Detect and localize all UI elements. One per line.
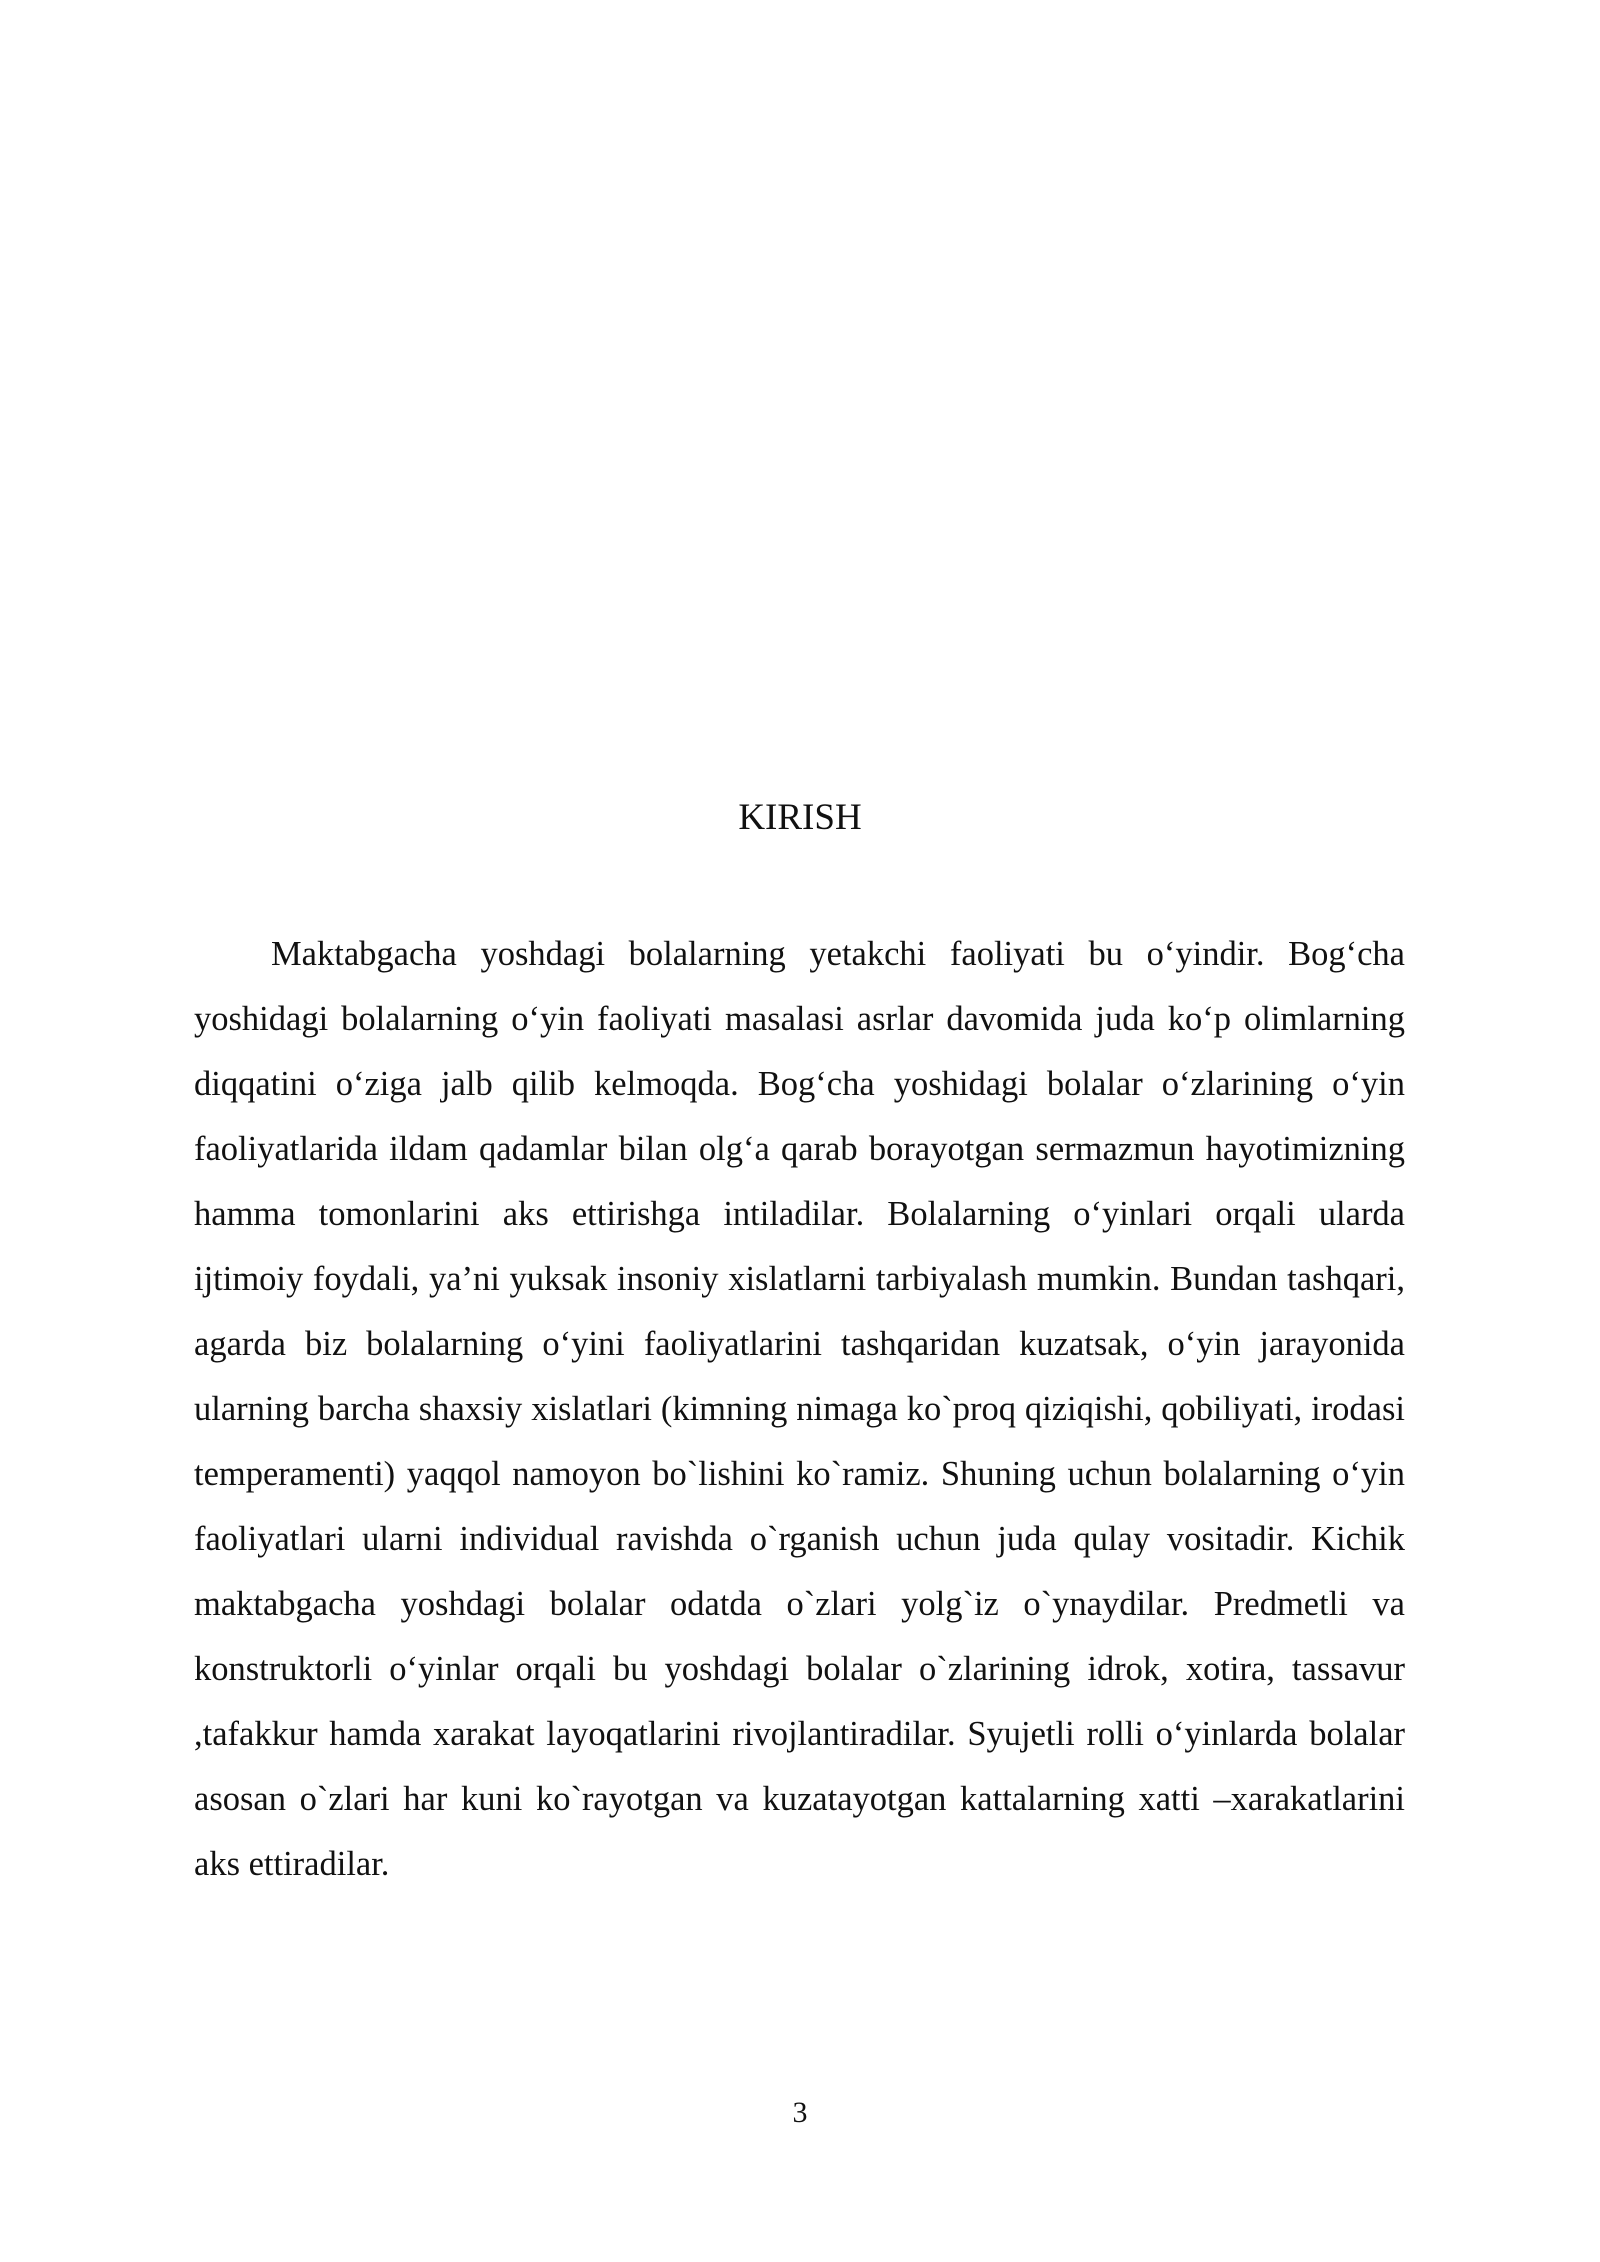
body-paragraph: Maktabgacha yoshdagi bolalarning yetakchi faoliyati bu o‘yindir. Bog‘cha yoshidagi bolalarning o‘yin faoliyati masalasi asrlar davomida juda ko‘p olimlarning diqqatini o‘ziga jalb qilib kelmoqda. Bog‘cha yoshidagi bolalar o‘zlarining o‘yin faoliyatlarida ildam qadamlar bilan olg‘a qarab borayotgan sermazmun hayotimizning hamma tomonlarini aks ettirishga intiladilar. Bolalarning o‘yinlari orqali ularda ijtimoiy foydali, ya’ni yuksak insoniy xislatlarni tarbiyalash mumkin. Bundan tashqari, agarda biz bolalarning o‘yini faoliyatlarini tashqaridan kuzatsak, o‘yin jarayonida ularning barcha shaxsiy xislatlari (kimning nimaga ko`proq qiziqishi, qobiliyati, irodasi temperamenti) yaqqol namoyon bo`lishini ko`ramiz. Shuning uchun bolalarning o‘yin faoliyatlari ularni individual ravishda o`rganish uchun juda qulay vositadir. Kichik maktabgacha yoshdagi bolalar odatda o`zlari yolg`iz o`ynaydilar. Predmetli va konstruktorli o‘yinlar orqali bu yoshdagi bolalar o`zlarining idrok, xotira, tassavur ,tafakkur hamda xarakat layoqatlarini rivojlantiradilar. Syujetli rolli o‘yinlarda bolalar asosan o`zlari har kuni ko`rayotgan va kuzatayotgan kattalarning xatti –xarakatlarini aks ettiradilar.	[194, 935, 1405, 1883]
page-number: 3	[792, 2096, 808, 2129]
section-heading: KIRISH	[738, 797, 862, 838]
